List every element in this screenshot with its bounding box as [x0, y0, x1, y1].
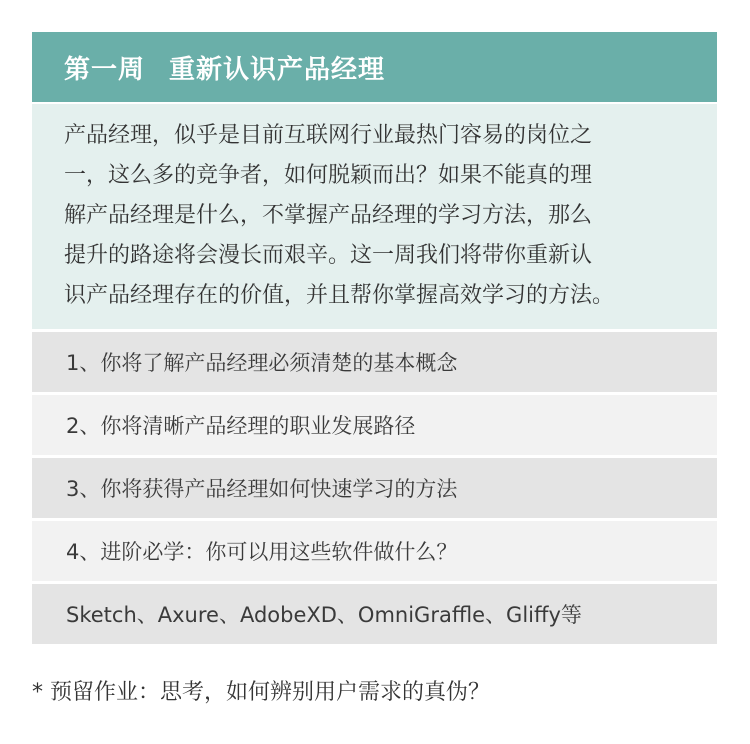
intro-line: 解产品经理是什么，不掌握产品经理的学习方法，那么: [64, 203, 593, 228]
intro-line: 产品经理，似乎是目前互联网行业最热门容易的岗位之: [64, 123, 593, 148]
software-list: Sketch、Axure、AdobeXD、OmniGraffle、Gliffy等: [32, 584, 717, 644]
intro-line: 识产品经理存在的价值，并且帮你掌握高效学习的方法。: [64, 283, 615, 308]
list-item: 4、进阶必学：你可以用这些软件做什么？: [32, 521, 717, 581]
intro-line: 提升的路途将会漫长而艰辛。这一周我们将带你重新认: [64, 243, 593, 268]
course-card: [32, 32, 717, 644]
intro-line: 一，这么多的竞争者，如何脱颖而出？如果不能真的理: [64, 163, 593, 188]
list-item: 2、你将清晰产品经理的职业发展路径: [32, 395, 717, 455]
week-label: 第一周: [64, 54, 146, 85]
card-title: 重新认识产品经理: [169, 54, 386, 85]
homework-note: * 预留作业：思考，如何辨别用户需求的真伪？: [32, 680, 490, 705]
card-header: [32, 32, 717, 102]
intro-paragraph: [32, 104, 717, 329]
list-item: 1、你将了解产品经理必须清楚的基本概念: [32, 332, 717, 392]
list-item: 3、你将获得产品经理如何快速学习的方法: [32, 458, 717, 518]
